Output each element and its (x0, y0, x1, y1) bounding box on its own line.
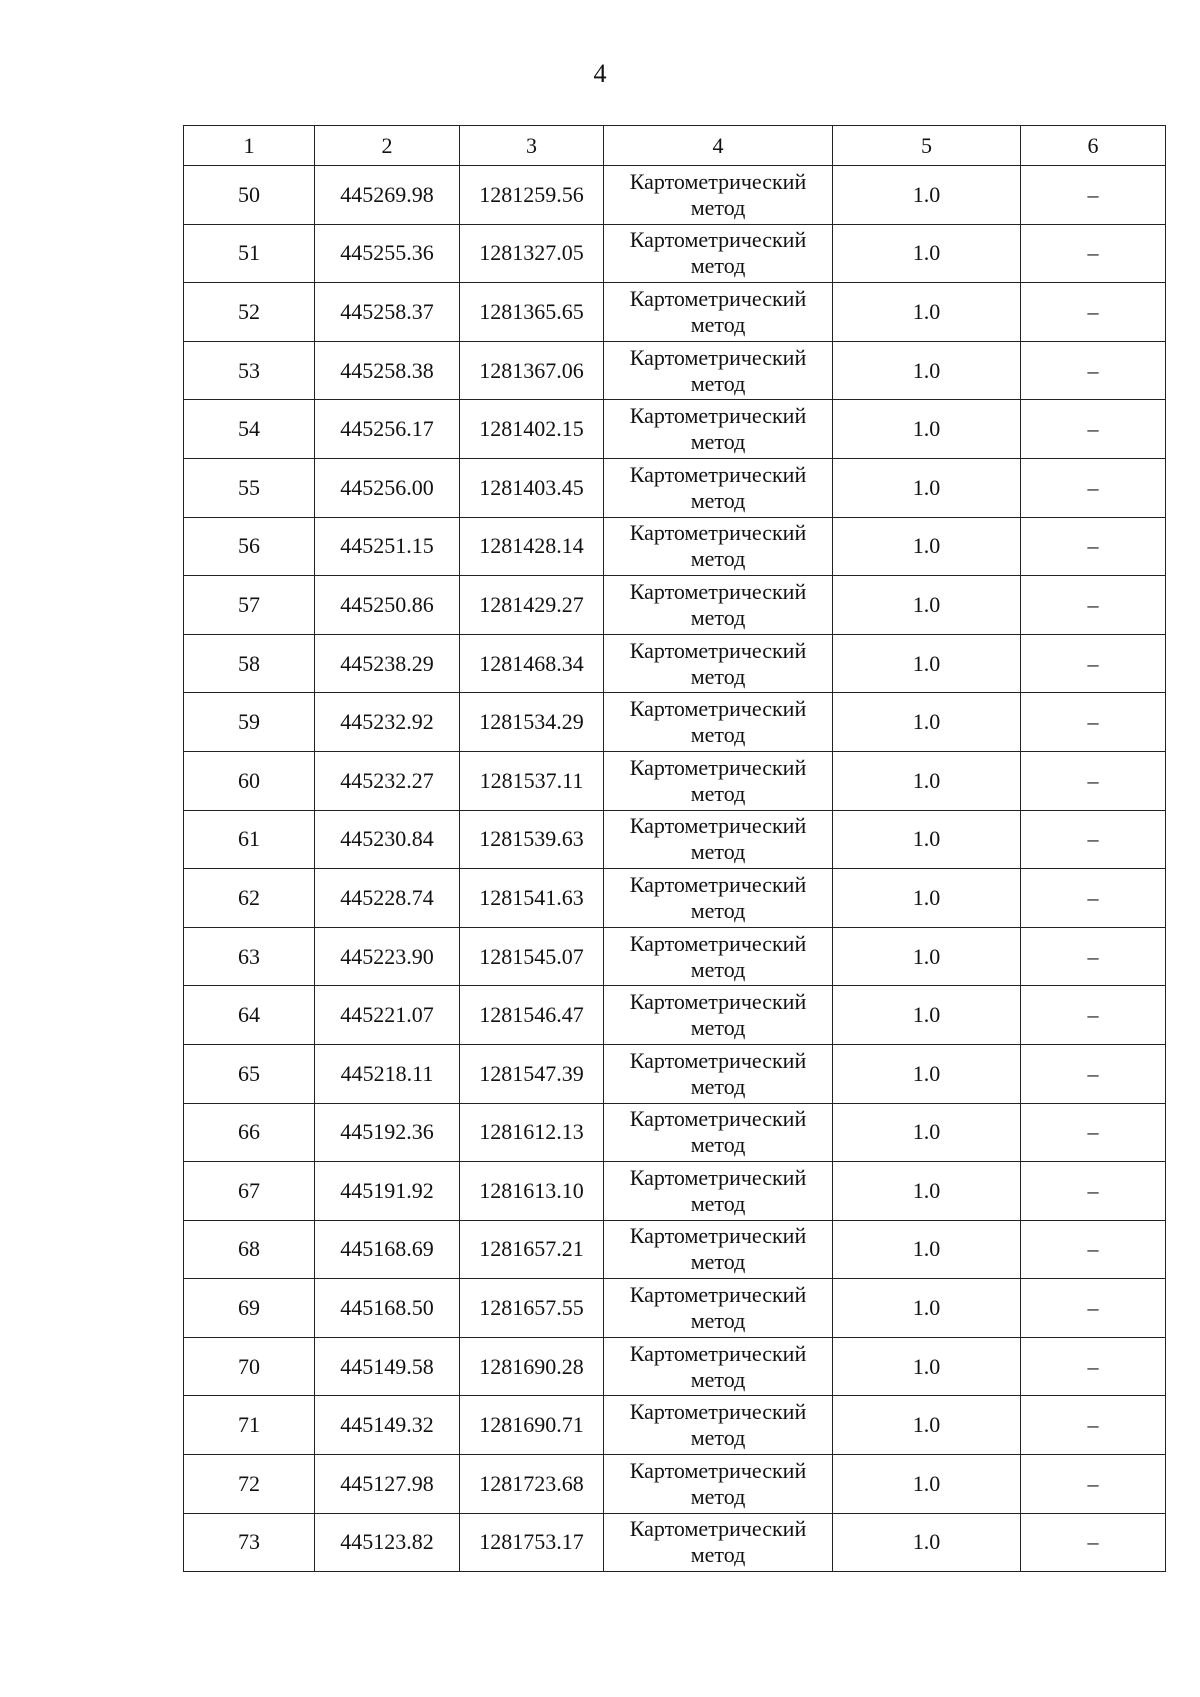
method-line-1: Картометрический (629, 1164, 807, 1190)
method-line-2: метод (690, 1015, 746, 1041)
x-coordinate-cell: 445251.15 (315, 517, 460, 576)
point-number-cell: 53 (184, 341, 315, 400)
method-line-2: метод (690, 897, 746, 923)
note-cell: – (1021, 751, 1166, 810)
x-coordinate-cell: 445191.92 (315, 1162, 460, 1221)
point-number-cell: 67 (184, 1162, 315, 1221)
x-coordinate-cell: 445127.98 (315, 1455, 460, 1514)
table-row (184, 1162, 1166, 1221)
note-cell: – (1021, 634, 1166, 693)
table-row (184, 1396, 1166, 1455)
table-row (184, 224, 1166, 283)
x-coordinate-cell: 445228.74 (315, 869, 460, 928)
x-coordinate-cell: 445256.00 (315, 458, 460, 517)
method-line-2: метод (690, 429, 746, 455)
table-body (184, 126, 1166, 1572)
page-number: 4 (593, 59, 607, 88)
note-cell: – (1021, 400, 1166, 459)
method-cell (604, 869, 833, 928)
x-coordinate-cell: 445168.69 (315, 1220, 460, 1279)
method-line-1: Картометрический (629, 403, 807, 429)
method-line-2: метод (690, 487, 746, 513)
method-line-1: Картометрический (629, 520, 807, 546)
method-cell (604, 1044, 833, 1103)
note-cell: – (1021, 166, 1166, 225)
method-cell (604, 1103, 833, 1162)
note-cell: – (1021, 1044, 1166, 1103)
note-cell: – (1021, 810, 1166, 869)
method-line-1: Картометрический (629, 871, 807, 897)
method-cell (604, 810, 833, 869)
accuracy-cell: 1.0 (833, 166, 1021, 225)
method-line-1: Картометрический (629, 1340, 807, 1366)
method-line-2: метод (690, 546, 746, 572)
table-row (184, 1337, 1166, 1396)
method-line-2: метод (690, 253, 746, 279)
method-line-2: метод (690, 604, 746, 630)
table-row (184, 341, 1166, 400)
accuracy-cell: 1.0 (833, 927, 1021, 986)
note-cell: – (1021, 458, 1166, 517)
accuracy-cell: 1.0 (833, 517, 1021, 576)
note-cell: – (1021, 517, 1166, 576)
table-row (184, 810, 1166, 869)
coordinates-table (183, 125, 1166, 1572)
y-coordinate-cell: 1281753.17 (460, 1513, 604, 1572)
y-coordinate-cell: 1281690.28 (460, 1337, 604, 1396)
point-number-cell: 71 (184, 1396, 315, 1455)
y-coordinate-cell: 1281365.65 (460, 283, 604, 342)
accuracy-cell: 1.0 (833, 224, 1021, 283)
point-number-cell: 65 (184, 1044, 315, 1103)
point-number-cell: 72 (184, 1455, 315, 1514)
point-number-cell: 56 (184, 517, 315, 576)
method-line-2: метод (690, 194, 746, 220)
x-coordinate-cell: 445168.50 (315, 1279, 460, 1338)
accuracy-cell: 1.0 (833, 400, 1021, 459)
note-cell: – (1021, 341, 1166, 400)
x-coordinate-cell: 445230.84 (315, 810, 460, 869)
method-cell (604, 1455, 833, 1514)
y-coordinate-cell: 1281612.13 (460, 1103, 604, 1162)
method-line-2: метод (690, 780, 746, 806)
y-coordinate-cell: 1281545.07 (460, 927, 604, 986)
x-coordinate-cell: 445258.37 (315, 283, 460, 342)
table-row (184, 927, 1166, 986)
note-cell: – (1021, 1513, 1166, 1572)
note-cell: – (1021, 1279, 1166, 1338)
y-coordinate-cell: 1281690.71 (460, 1396, 604, 1455)
accuracy-cell: 1.0 (833, 1162, 1021, 1221)
method-line-2: метод (690, 1542, 746, 1568)
y-coordinate-cell: 1281429.27 (460, 576, 604, 635)
note-cell: – (1021, 224, 1166, 283)
method-cell (604, 341, 833, 400)
method-cell (604, 283, 833, 342)
table-row (184, 1220, 1166, 1279)
method-cell (604, 224, 833, 283)
y-coordinate-cell: 1281468.34 (460, 634, 604, 693)
accuracy-cell: 1.0 (833, 1337, 1021, 1396)
method-cell (604, 927, 833, 986)
method-cell (604, 400, 833, 459)
accuracy-cell: 1.0 (833, 458, 1021, 517)
x-coordinate-cell: 445269.98 (315, 166, 460, 225)
method-line-1: Картометрический (629, 1457, 807, 1483)
method-cell (604, 986, 833, 1045)
y-coordinate-cell: 1281546.47 (460, 986, 604, 1045)
column-header: 2 (315, 126, 460, 166)
table-header-row (184, 126, 1166, 166)
y-coordinate-cell: 1281657.55 (460, 1279, 604, 1338)
method-line-1: Картометрический (629, 930, 807, 956)
y-coordinate-cell: 1281402.15 (460, 400, 604, 459)
table-row (184, 986, 1166, 1045)
point-number-cell: 58 (184, 634, 315, 693)
table-row (184, 751, 1166, 810)
point-number-cell: 62 (184, 869, 315, 928)
point-number-cell: 54 (184, 400, 315, 459)
method-line-1: Картометрический (629, 1223, 807, 1249)
method-cell (604, 751, 833, 810)
method-cell (604, 458, 833, 517)
method-line-1: Картометрический (629, 1516, 807, 1542)
accuracy-cell: 1.0 (833, 1279, 1021, 1338)
x-coordinate-cell: 445221.07 (315, 986, 460, 1045)
method-line-2: метод (690, 311, 746, 337)
table-row (184, 400, 1166, 459)
y-coordinate-cell: 1281539.63 (460, 810, 604, 869)
x-coordinate-cell: 445223.90 (315, 927, 460, 986)
method-cell (604, 1162, 833, 1221)
y-coordinate-cell: 1281657.21 (460, 1220, 604, 1279)
method-line-1: Картометрический (629, 989, 807, 1015)
point-number-cell: 59 (184, 693, 315, 752)
method-line-2: метод (690, 1132, 746, 1158)
table-row (184, 634, 1166, 693)
y-coordinate-cell: 1281537.11 (460, 751, 604, 810)
method-cell (604, 693, 833, 752)
accuracy-cell: 1.0 (833, 634, 1021, 693)
note-cell: – (1021, 869, 1166, 928)
x-coordinate-cell: 445255.36 (315, 224, 460, 283)
method-cell (604, 1220, 833, 1279)
x-coordinate-cell: 445232.92 (315, 693, 460, 752)
table-row (184, 1044, 1166, 1103)
note-cell: – (1021, 1220, 1166, 1279)
table-row (184, 1455, 1166, 1514)
point-number-cell: 73 (184, 1513, 315, 1572)
note-cell: – (1021, 1162, 1166, 1221)
note-cell: – (1021, 283, 1166, 342)
accuracy-cell: 1.0 (833, 1103, 1021, 1162)
point-number-cell: 50 (184, 166, 315, 225)
method-line-2: метод (690, 1190, 746, 1216)
table-row (184, 1513, 1166, 1572)
point-number-cell: 52 (184, 283, 315, 342)
method-line-1: Картометрический (629, 1399, 807, 1425)
table-row (184, 458, 1166, 517)
column-header: 6 (1021, 126, 1166, 166)
method-line-1: Картометрический (629, 1282, 807, 1308)
accuracy-cell: 1.0 (833, 1220, 1021, 1279)
method-line-2: метод (690, 956, 746, 982)
method-line-2: метод (690, 1366, 746, 1392)
accuracy-cell: 1.0 (833, 1044, 1021, 1103)
method-line-1: Картометрический (629, 227, 807, 253)
table-row (184, 283, 1166, 342)
y-coordinate-cell: 1281541.63 (460, 869, 604, 928)
x-coordinate-cell: 445258.38 (315, 341, 460, 400)
method-line-1: Картометрический (629, 578, 807, 604)
x-coordinate-cell: 445192.36 (315, 1103, 460, 1162)
accuracy-cell: 1.0 (833, 1513, 1021, 1572)
point-number-cell: 70 (184, 1337, 315, 1396)
y-coordinate-cell: 1281547.39 (460, 1044, 604, 1103)
note-cell: – (1021, 576, 1166, 635)
accuracy-cell: 1.0 (833, 693, 1021, 752)
accuracy-cell: 1.0 (833, 810, 1021, 869)
accuracy-cell: 1.0 (833, 986, 1021, 1045)
point-number-cell: 57 (184, 576, 315, 635)
method-line-2: метод (690, 722, 746, 748)
y-coordinate-cell: 1281534.29 (460, 693, 604, 752)
x-coordinate-cell: 445250.86 (315, 576, 460, 635)
method-line-2: метод (690, 1073, 746, 1099)
method-cell (604, 1279, 833, 1338)
method-cell (604, 1513, 833, 1572)
x-coordinate-cell: 445256.17 (315, 400, 460, 459)
method-line-1: Картометрический (629, 696, 807, 722)
point-number-cell: 69 (184, 1279, 315, 1338)
column-header: 3 (460, 126, 604, 166)
table-row (184, 517, 1166, 576)
method-cell (604, 1337, 833, 1396)
y-coordinate-cell: 1281723.68 (460, 1455, 604, 1514)
method-line-1: Картометрический (629, 1047, 807, 1073)
y-coordinate-cell: 1281259.56 (460, 166, 604, 225)
accuracy-cell: 1.0 (833, 341, 1021, 400)
point-number-cell: 51 (184, 224, 315, 283)
table-row (184, 869, 1166, 928)
note-cell: – (1021, 693, 1166, 752)
y-coordinate-cell: 1281428.14 (460, 517, 604, 576)
method-line-1: Картометрический (629, 461, 807, 487)
point-number-cell: 60 (184, 751, 315, 810)
table-row (184, 1103, 1166, 1162)
point-number-cell: 66 (184, 1103, 315, 1162)
note-cell: – (1021, 1103, 1166, 1162)
x-coordinate-cell: 445218.11 (315, 1044, 460, 1103)
note-cell: – (1021, 986, 1166, 1045)
note-cell: – (1021, 1337, 1166, 1396)
x-coordinate-cell: 445232.27 (315, 751, 460, 810)
x-coordinate-cell: 445238.29 (315, 634, 460, 693)
x-coordinate-cell: 445149.32 (315, 1396, 460, 1455)
method-line-2: метод (690, 370, 746, 396)
method-cell (604, 1396, 833, 1455)
method-line-1: Картометрический (629, 285, 807, 311)
method-line-2: метод (690, 1425, 746, 1451)
table-row (184, 576, 1166, 635)
method-cell (604, 166, 833, 225)
point-number-cell: 55 (184, 458, 315, 517)
method-line-2: метод (690, 1249, 746, 1275)
column-header: 4 (604, 126, 833, 166)
method-line-2: метод (690, 839, 746, 865)
y-coordinate-cell: 1281613.10 (460, 1162, 604, 1221)
method-line-1: Картометрический (629, 813, 807, 839)
method-line-2: метод (690, 663, 746, 689)
method-cell (604, 634, 833, 693)
y-coordinate-cell: 1281403.45 (460, 458, 604, 517)
table-row (184, 693, 1166, 752)
table-row (184, 1279, 1166, 1338)
method-line-1: Картометрический (629, 754, 807, 780)
method-line-1: Картометрический (629, 637, 807, 663)
point-number-cell: 63 (184, 927, 315, 986)
method-line-1: Картометрический (629, 168, 807, 194)
note-cell: – (1021, 1455, 1166, 1514)
column-header: 5 (833, 126, 1021, 166)
accuracy-cell: 1.0 (833, 869, 1021, 928)
method-line-2: метод (690, 1308, 746, 1334)
x-coordinate-cell: 445149.58 (315, 1337, 460, 1396)
method-line-1: Картометрический (629, 1106, 807, 1132)
x-coordinate-cell: 445123.82 (315, 1513, 460, 1572)
accuracy-cell: 1.0 (833, 1396, 1021, 1455)
method-line-1: Картометрический (629, 344, 807, 370)
column-header: 1 (184, 126, 315, 166)
table-row (184, 166, 1166, 225)
accuracy-cell: 1.0 (833, 751, 1021, 810)
method-cell (604, 517, 833, 576)
accuracy-cell: 1.0 (833, 1455, 1021, 1514)
y-coordinate-cell: 1281367.06 (460, 341, 604, 400)
point-number-cell: 61 (184, 810, 315, 869)
method-cell (604, 576, 833, 635)
point-number-cell: 64 (184, 986, 315, 1045)
point-number-cell: 68 (184, 1220, 315, 1279)
accuracy-cell: 1.0 (833, 283, 1021, 342)
y-coordinate-cell: 1281327.05 (460, 224, 604, 283)
method-line-2: метод (690, 1483, 746, 1509)
note-cell: – (1021, 927, 1166, 986)
note-cell: – (1021, 1396, 1166, 1455)
accuracy-cell: 1.0 (833, 576, 1021, 635)
